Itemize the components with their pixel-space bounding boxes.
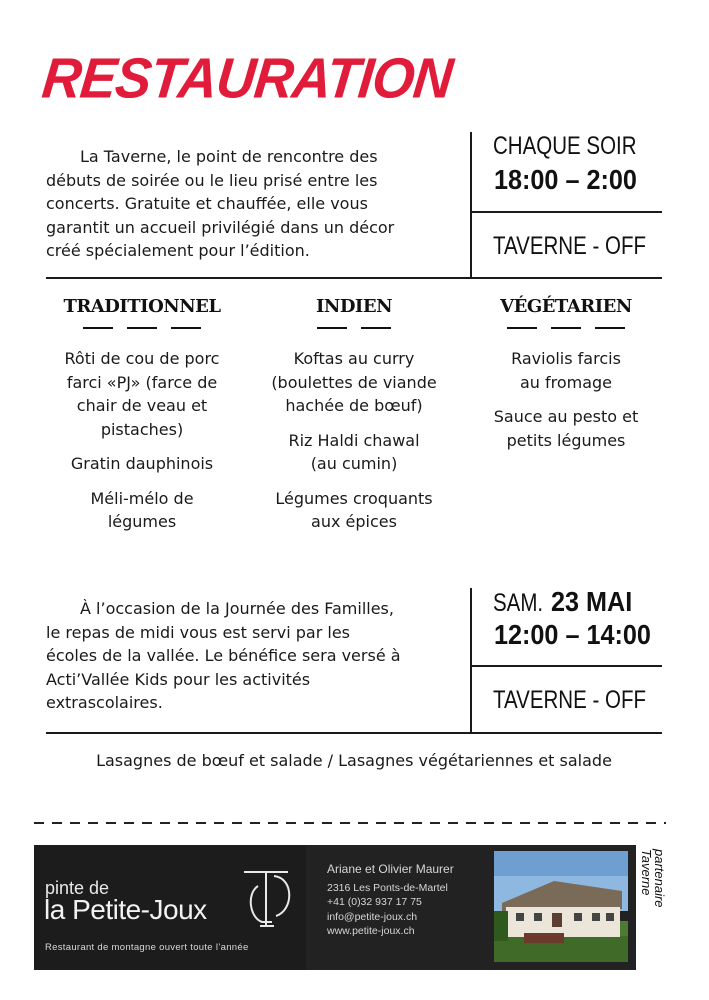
menu-item: Raviolis farcis au fromage: [511, 349, 621, 392]
divider: [470, 665, 662, 667]
dashed-separator: [34, 822, 666, 824]
schedule-day: SAM.: [493, 589, 544, 617]
phone: +41 (0)32 937 17 75: [327, 896, 422, 908]
schedule-time: 18:00 – 2:00: [494, 164, 637, 195]
menu-column-indien: [256, 296, 452, 534]
menu-heading: VÉGÉTARIEN: [500, 296, 632, 317]
contact-block: [327, 862, 454, 939]
menu-heading: INDIEN: [315, 296, 393, 317]
owners: Ariane et Olivier Maurer: [327, 862, 454, 876]
menu-column-traditionnel: [46, 296, 238, 534]
website: www.petite-joux.ch: [327, 925, 415, 937]
address: 2316 Les Ponts-de-Martel: [327, 881, 448, 894]
lunch-menu: Lasagnes de bœuf et salade / Lasagnes végétariennes et salade: [96, 751, 612, 770]
schedule-date-value: 23 MAI: [551, 586, 633, 617]
menu-item: Légumes croquants aux épices: [275, 488, 433, 531]
schedule-time: 12:00 – 14:00: [494, 619, 651, 650]
schedule-date: [493, 586, 641, 618]
heading-underline: [470, 327, 662, 329]
menu-heading: TRADITIONNEL: [63, 296, 221, 317]
divider: [470, 211, 662, 213]
divider: [46, 277, 662, 279]
email: info@petite-joux.ch: [327, 910, 418, 923]
family-paragraph: À l’occasion de la Journée des Familles, le repas de midi vous est servi par les écoles de la vallée. Le bénéfice sera versé à Acti’Vallée Kids pour les activités extrascolaires.: [46, 599, 401, 712]
restaurant-photo: [494, 851, 628, 962]
divider: [470, 588, 472, 734]
page-title: RESTAURATION: [39, 47, 455, 111]
menu-item: Riz Haldi chawal (au cumin): [288, 430, 420, 473]
schedule-place: TAVERNE - OFF: [493, 686, 646, 714]
divider: [46, 732, 662, 734]
heading-underline: [46, 327, 238, 329]
partner-line1: partenaire: [652, 849, 667, 908]
divider: [470, 132, 472, 279]
menu-item: Méli-mélo de légumes: [90, 488, 194, 531]
menu-item: Koftas au curry (boulettes de viande hachée de bœuf): [271, 349, 437, 415]
menu-item: Sauce au pesto et petits légumes: [493, 407, 639, 450]
logo-line2: la Petite-Joux: [44, 894, 207, 925]
menu-item: Rôti de cou de porc farci «PJ» (farce de chair de veau et pistaches): [64, 349, 220, 439]
logo-line1: pinte de: [45, 878, 110, 898]
partner-label: [640, 845, 670, 970]
menu-column-vegetarien: [470, 296, 662, 452]
heading-underline: [256, 327, 452, 329]
menu-item: Gratin dauphinois: [70, 454, 214, 473]
wine-carafe-icon: [236, 866, 298, 932]
partner-line2: Taverne: [639, 849, 654, 896]
intro-paragraph: La Taverne, le point de rencontre des débuts de soirée ou le lieu prisé entre les concerts. Gratuite et chauffée, elle vous garantit un accueil privilégié dans un décor créé spécialement pour l’édition.: [46, 147, 395, 260]
schedule-label: CHAQUE SOIR: [493, 132, 637, 160]
logo-tagline: Restaurant de montagne ouvert toute l’année: [45, 942, 249, 953]
schedule-place: TAVERNE - OFF: [493, 232, 646, 260]
